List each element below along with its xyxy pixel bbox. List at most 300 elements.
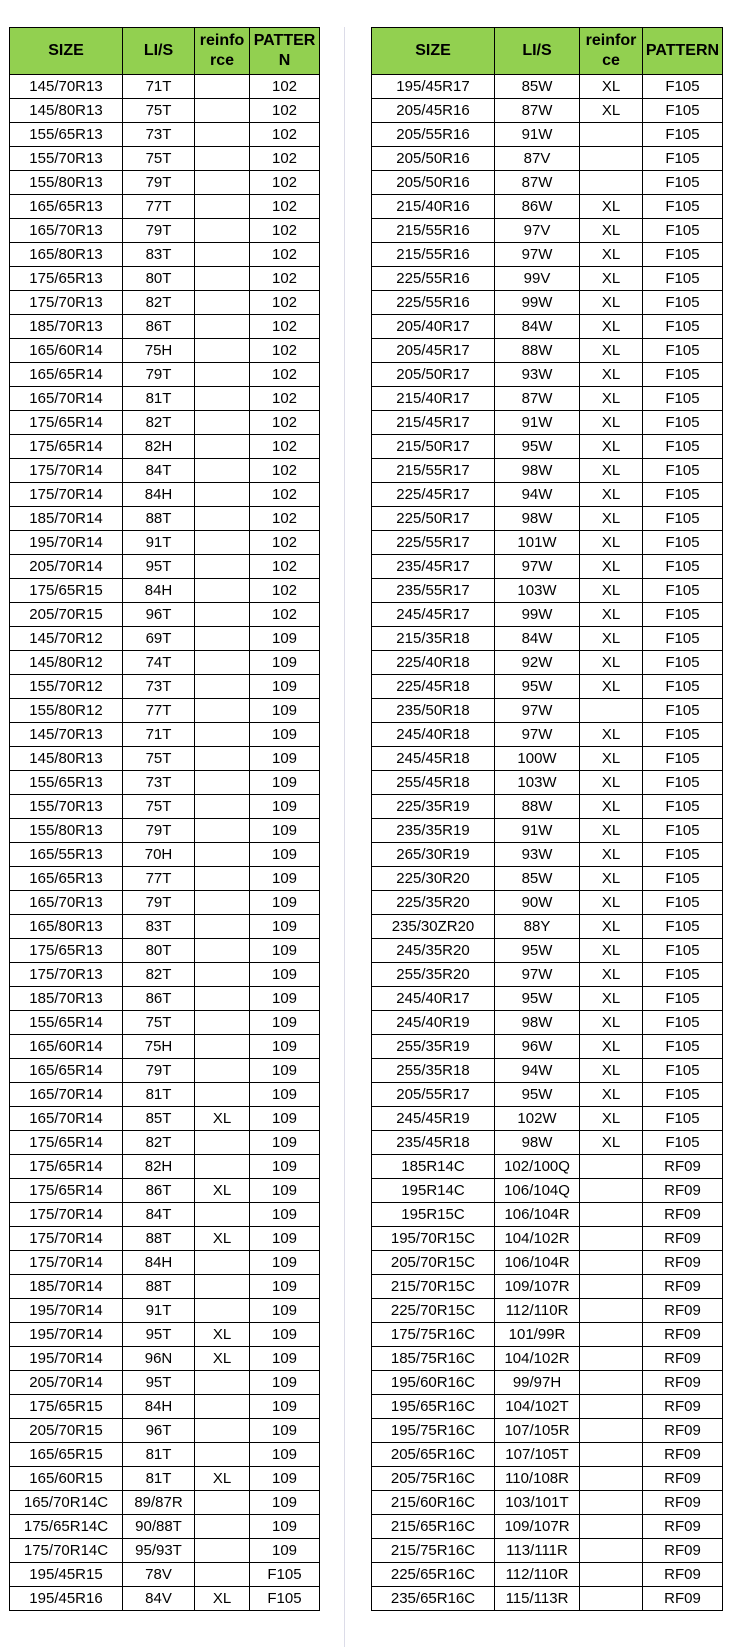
table-row xyxy=(372,1539,723,1563)
size-cell: 235/65R16C xyxy=(372,1587,495,1611)
pattern-cell: 109 xyxy=(250,1107,320,1131)
reinforce-cell: XL xyxy=(580,891,643,915)
size-cell: 165/60R14 xyxy=(10,1035,123,1059)
size-cell: 165/70R13 xyxy=(10,891,123,915)
load-speed-cell: 75T xyxy=(123,147,195,171)
load-speed-cell: 87V xyxy=(495,147,580,171)
reinforce-cell: XL xyxy=(580,435,643,459)
size-cell: 245/45R19 xyxy=(372,1107,495,1131)
load-speed-cell: 82T xyxy=(123,411,195,435)
table-row xyxy=(10,1443,320,1467)
reinforce-cell xyxy=(195,915,250,939)
reinforce-cell xyxy=(195,627,250,651)
table-row xyxy=(10,1323,320,1347)
pattern-cell: 102 xyxy=(250,123,320,147)
table-row xyxy=(10,1107,320,1131)
pattern-cell: F105 xyxy=(643,1011,723,1035)
reinforce-cell: XL xyxy=(580,219,643,243)
size-cell: 155/70R13 xyxy=(10,147,123,171)
load-speed-cell: 107/105T xyxy=(495,1443,580,1467)
size-cell: 165/65R14 xyxy=(10,1059,123,1083)
reinforce-cell xyxy=(195,891,250,915)
load-speed-cell: 75T xyxy=(123,99,195,123)
size-cell: 175/70R14 xyxy=(10,483,123,507)
size-cell: 165/55R13 xyxy=(10,843,123,867)
size-cell: 205/50R17 xyxy=(372,363,495,387)
load-speed-cell: 88T xyxy=(123,1275,195,1299)
pattern-cell: 102 xyxy=(250,531,320,555)
reinforce-cell xyxy=(195,291,250,315)
pattern-cell: 109 xyxy=(250,1179,320,1203)
pattern-cell: F105 xyxy=(643,771,723,795)
reinforce-cell xyxy=(195,507,250,531)
size-cell: 215/40R17 xyxy=(372,387,495,411)
table-row xyxy=(372,699,723,723)
header-pattern: PATTER N xyxy=(250,28,320,75)
table-row xyxy=(10,1515,320,1539)
pattern-cell: 109 xyxy=(250,1227,320,1251)
size-cell: 165/60R14 xyxy=(10,339,123,363)
reinforce-cell xyxy=(195,435,250,459)
reinforce-cell: XL xyxy=(195,1323,250,1347)
load-speed-cell: 79T xyxy=(123,819,195,843)
load-speed-cell: 103/101T xyxy=(495,1491,580,1515)
size-cell: 195/70R14 xyxy=(10,1347,123,1371)
table-row xyxy=(372,99,723,123)
pattern-cell: 102 xyxy=(250,339,320,363)
pattern-cell: 109 xyxy=(250,843,320,867)
load-speed-cell: 74T xyxy=(123,651,195,675)
load-speed-cell: 83T xyxy=(123,915,195,939)
load-speed-cell: 69T xyxy=(123,627,195,651)
table-row xyxy=(372,1203,723,1227)
table-row xyxy=(10,483,320,507)
reinforce-cell xyxy=(195,75,250,99)
table-row xyxy=(10,1299,320,1323)
pattern-cell: F105 xyxy=(643,795,723,819)
load-speed-cell: 73T xyxy=(123,123,195,147)
reinforce-cell xyxy=(195,963,250,987)
reinforce-cell: XL xyxy=(580,915,643,939)
pattern-cell: F105 xyxy=(643,483,723,507)
load-speed-cell: 98W xyxy=(495,507,580,531)
left-table-header xyxy=(10,28,320,75)
load-speed-cell: 86T xyxy=(123,315,195,339)
size-cell: 145/80R13 xyxy=(10,99,123,123)
size-cell: 175/65R14 xyxy=(10,1131,123,1155)
table-row xyxy=(10,1347,320,1371)
size-cell: 195R15C xyxy=(372,1203,495,1227)
pattern-cell: F105 xyxy=(643,843,723,867)
reinforce-cell xyxy=(580,1491,643,1515)
size-cell: 265/30R19 xyxy=(372,843,495,867)
reinforce-cell xyxy=(195,795,250,819)
size-cell: 145/70R13 xyxy=(10,75,123,99)
reinforce-cell xyxy=(195,363,250,387)
table-row xyxy=(372,387,723,411)
size-cell: 175/65R14 xyxy=(10,1155,123,1179)
load-speed-cell: 104/102R xyxy=(495,1227,580,1251)
reinforce-cell: XL xyxy=(580,75,643,99)
load-speed-cell: 71T xyxy=(123,75,195,99)
pattern-cell: RF09 xyxy=(643,1419,723,1443)
reinforce-cell: XL xyxy=(580,987,643,1011)
reinforce-cell xyxy=(195,219,250,243)
load-speed-cell: 75H xyxy=(123,1035,195,1059)
load-speed-cell: 106/104R xyxy=(495,1203,580,1227)
size-cell: 155/65R13 xyxy=(10,123,123,147)
pattern-cell: RF09 xyxy=(643,1347,723,1371)
reinforce-cell: XL xyxy=(580,1059,643,1083)
pattern-cell: 109 xyxy=(250,1155,320,1179)
pattern-cell: RF09 xyxy=(643,1467,723,1491)
size-cell: 195/70R15C xyxy=(372,1227,495,1251)
load-speed-cell: 89/87R xyxy=(123,1491,195,1515)
size-cell: 165/70R14C xyxy=(10,1491,123,1515)
table-row xyxy=(372,291,723,315)
table-row xyxy=(372,459,723,483)
load-speed-cell: 102W xyxy=(495,1107,580,1131)
table-row xyxy=(372,747,723,771)
table-row xyxy=(372,531,723,555)
reinforce-cell: XL xyxy=(580,771,643,795)
size-cell: 215/60R16C xyxy=(372,1491,495,1515)
load-speed-cell: 82T xyxy=(123,1131,195,1155)
size-cell: 235/35R19 xyxy=(372,819,495,843)
reinforce-cell xyxy=(195,267,250,291)
size-cell: 175/65R14 xyxy=(10,435,123,459)
size-cell: 205/75R16C xyxy=(372,1467,495,1491)
size-cell: 165/70R14 xyxy=(10,387,123,411)
pattern-cell: F105 xyxy=(643,267,723,291)
pattern-cell: RF09 xyxy=(643,1515,723,1539)
size-cell: 235/30ZR20 xyxy=(372,915,495,939)
pattern-cell: RF09 xyxy=(643,1587,723,1611)
size-cell: 175/70R13 xyxy=(10,291,123,315)
size-cell: 165/80R13 xyxy=(10,915,123,939)
reinforce-cell xyxy=(195,339,250,363)
table-row xyxy=(372,1515,723,1539)
table-row xyxy=(10,1131,320,1155)
load-speed-cell: 91W xyxy=(495,123,580,147)
load-speed-cell: 99W xyxy=(495,291,580,315)
table-row xyxy=(372,1155,723,1179)
table-row xyxy=(372,987,723,1011)
table-row xyxy=(372,1179,723,1203)
size-cell: 215/65R16C xyxy=(372,1515,495,1539)
table-row xyxy=(10,99,320,123)
load-speed-cell: 109/107R xyxy=(495,1515,580,1539)
table-row xyxy=(10,579,320,603)
table-row xyxy=(372,1227,723,1251)
pattern-cell: 109 xyxy=(250,915,320,939)
pattern-cell: 109 xyxy=(250,1467,320,1491)
reinforce-cell xyxy=(195,1539,250,1563)
size-cell: 245/40R17 xyxy=(372,987,495,1011)
size-cell: 225/45R18 xyxy=(372,675,495,699)
right-tyre-table xyxy=(371,27,723,1611)
table-row xyxy=(10,1251,320,1275)
load-speed-cell: 88W xyxy=(495,795,580,819)
reinforce-cell xyxy=(195,771,250,795)
reinforce-cell xyxy=(195,1515,250,1539)
size-cell: 195/70R14 xyxy=(10,531,123,555)
pattern-cell: RF09 xyxy=(643,1275,723,1299)
load-speed-cell: 110/108R xyxy=(495,1467,580,1491)
load-speed-cell: 97V xyxy=(495,219,580,243)
pattern-cell: 102 xyxy=(250,75,320,99)
size-cell: 175/70R14 xyxy=(10,1251,123,1275)
load-speed-cell: 94W xyxy=(495,1059,580,1083)
table-row xyxy=(372,1299,723,1323)
pattern-cell: F105 xyxy=(643,675,723,699)
load-speed-cell: 91W xyxy=(495,411,580,435)
reinforce-cell xyxy=(195,99,250,123)
size-cell: 205/70R15 xyxy=(10,1419,123,1443)
pattern-cell: RF09 xyxy=(643,1299,723,1323)
pattern-cell: 109 xyxy=(250,1251,320,1275)
size-cell: 165/80R13 xyxy=(10,243,123,267)
pattern-cell: 102 xyxy=(250,147,320,171)
pattern-cell: 102 xyxy=(250,411,320,435)
table-row xyxy=(372,195,723,219)
load-speed-cell: 96N xyxy=(123,1347,195,1371)
load-speed-cell: 88W xyxy=(495,339,580,363)
reinforce-cell xyxy=(580,1587,643,1611)
size-cell: 225/65R16C xyxy=(372,1563,495,1587)
table-row xyxy=(372,483,723,507)
reinforce-cell xyxy=(580,1515,643,1539)
pattern-cell: 102 xyxy=(250,291,320,315)
table-row xyxy=(372,507,723,531)
table-row xyxy=(372,819,723,843)
table-row xyxy=(372,843,723,867)
reinforce-cell xyxy=(580,1371,643,1395)
size-cell: 235/55R17 xyxy=(372,579,495,603)
reinforce-cell: XL xyxy=(580,315,643,339)
table-row xyxy=(372,243,723,267)
table-row xyxy=(372,219,723,243)
load-speed-cell: 75T xyxy=(123,747,195,771)
table-row xyxy=(372,723,723,747)
reinforce-cell xyxy=(195,987,250,1011)
load-speed-cell: 98W xyxy=(495,1011,580,1035)
pattern-cell: RF09 xyxy=(643,1323,723,1347)
table-row xyxy=(10,627,320,651)
load-speed-cell: 95/93T xyxy=(123,1539,195,1563)
size-cell: 215/35R18 xyxy=(372,627,495,651)
size-cell: 175/65R14 xyxy=(10,411,123,435)
load-speed-cell: 82H xyxy=(123,1155,195,1179)
table-row xyxy=(372,963,723,987)
pattern-cell: 109 xyxy=(250,747,320,771)
table-row xyxy=(10,723,320,747)
reinforce-cell: XL xyxy=(580,555,643,579)
size-cell: 255/45R18 xyxy=(372,771,495,795)
table-row xyxy=(372,1395,723,1419)
size-cell: 215/55R17 xyxy=(372,459,495,483)
reinforce-cell xyxy=(580,1299,643,1323)
load-speed-cell: 70H xyxy=(123,843,195,867)
load-speed-cell: 84V xyxy=(123,1587,195,1611)
reinforce-cell xyxy=(195,1035,250,1059)
pattern-cell: F105 xyxy=(643,123,723,147)
size-cell: 155/80R13 xyxy=(10,171,123,195)
reinforce-cell xyxy=(195,411,250,435)
load-speed-cell: 97W xyxy=(495,699,580,723)
size-cell: 155/65R13 xyxy=(10,771,123,795)
pattern-cell: 102 xyxy=(250,555,320,579)
size-cell: 185/70R13 xyxy=(10,315,123,339)
load-speed-cell: 90W xyxy=(495,891,580,915)
reinforce-cell xyxy=(580,1467,643,1491)
reinforce-cell xyxy=(195,579,250,603)
pattern-cell: 109 xyxy=(250,1083,320,1107)
table-row xyxy=(372,123,723,147)
size-cell: 245/40R19 xyxy=(372,1011,495,1035)
size-cell: 215/55R16 xyxy=(372,243,495,267)
load-speed-cell: 82T xyxy=(123,291,195,315)
load-speed-cell: 87W xyxy=(495,99,580,123)
size-cell: 205/70R15C xyxy=(372,1251,495,1275)
load-speed-cell: 79T xyxy=(123,1059,195,1083)
load-speed-cell: 104/102R xyxy=(495,1347,580,1371)
reinforce-cell xyxy=(195,867,250,891)
table-row xyxy=(372,1083,723,1107)
reinforce-cell xyxy=(580,1347,643,1371)
reinforce-cell: XL xyxy=(580,675,643,699)
table-row xyxy=(10,1083,320,1107)
pattern-cell: F105 xyxy=(643,891,723,915)
table-row xyxy=(10,507,320,531)
load-speed-cell: 99W xyxy=(495,603,580,627)
pattern-cell: 109 xyxy=(250,1539,320,1563)
load-speed-cell: 84H xyxy=(123,483,195,507)
table-row xyxy=(372,1491,723,1515)
load-speed-cell: 91T xyxy=(123,531,195,555)
pattern-cell: RF09 xyxy=(643,1539,723,1563)
reinforce-cell: XL xyxy=(580,843,643,867)
pattern-cell: F105 xyxy=(643,699,723,723)
load-speed-cell: 84T xyxy=(123,1203,195,1227)
table-row xyxy=(10,747,320,771)
load-speed-cell: 79T xyxy=(123,171,195,195)
load-speed-cell: 103W xyxy=(495,579,580,603)
table-row xyxy=(372,147,723,171)
load-speed-cell: 86W xyxy=(495,195,580,219)
table-row xyxy=(10,1035,320,1059)
reinforce-cell xyxy=(580,1419,643,1443)
size-cell: 245/45R18 xyxy=(372,747,495,771)
reinforce-cell xyxy=(580,123,643,147)
pattern-cell: F105 xyxy=(643,147,723,171)
load-speed-cell: 112/110R xyxy=(495,1299,580,1323)
pattern-cell: F105 xyxy=(643,99,723,123)
reinforce-cell xyxy=(195,603,250,627)
reinforce-cell: XL xyxy=(580,1131,643,1155)
pattern-cell: RF09 xyxy=(643,1491,723,1515)
load-speed-cell: 90/88T xyxy=(123,1515,195,1539)
pattern-cell: RF09 xyxy=(643,1395,723,1419)
load-speed-cell: 112/110R xyxy=(495,1563,580,1587)
table-row xyxy=(372,939,723,963)
table-row xyxy=(10,651,320,675)
load-speed-cell: 102/100Q xyxy=(495,1155,580,1179)
size-cell: 245/45R17 xyxy=(372,603,495,627)
load-speed-cell: 98W xyxy=(495,1131,580,1155)
table-row xyxy=(372,1059,723,1083)
pattern-cell: 109 xyxy=(250,1323,320,1347)
reinforce-cell xyxy=(580,1395,643,1419)
size-cell: 155/70R13 xyxy=(10,795,123,819)
table-row xyxy=(372,339,723,363)
size-cell: 195/70R14 xyxy=(10,1299,123,1323)
reinforce-cell xyxy=(195,819,250,843)
table-row xyxy=(372,627,723,651)
size-cell: 225/55R16 xyxy=(372,267,495,291)
reinforce-cell xyxy=(195,387,250,411)
table-row xyxy=(372,1275,723,1299)
pattern-cell: 109 xyxy=(250,627,320,651)
size-cell: 205/70R14 xyxy=(10,1371,123,1395)
reinforce-cell xyxy=(195,483,250,507)
size-cell: 165/60R15 xyxy=(10,1467,123,1491)
size-cell: 255/35R19 xyxy=(372,1035,495,1059)
reinforce-cell xyxy=(195,1083,250,1107)
reinforce-cell: XL xyxy=(580,339,643,363)
reinforce-cell: XL xyxy=(195,1179,250,1203)
right-table-header xyxy=(372,28,723,75)
load-speed-cell: 85T xyxy=(123,1107,195,1131)
table-row xyxy=(10,1491,320,1515)
reinforce-cell xyxy=(195,1371,250,1395)
size-cell: 175/70R14 xyxy=(10,1227,123,1251)
pattern-cell: F105 xyxy=(643,291,723,315)
load-speed-cell: 84W xyxy=(495,315,580,339)
size-cell: 215/55R16 xyxy=(372,219,495,243)
table-row xyxy=(372,1467,723,1491)
load-speed-cell: 96T xyxy=(123,603,195,627)
size-cell: 225/45R17 xyxy=(372,483,495,507)
pattern-cell: 109 xyxy=(250,963,320,987)
table-row xyxy=(372,891,723,915)
size-cell: 215/50R17 xyxy=(372,435,495,459)
table-row xyxy=(10,1467,320,1491)
size-cell: 205/45R16 xyxy=(372,99,495,123)
table-row xyxy=(372,435,723,459)
size-cell: 195/75R16C xyxy=(372,1419,495,1443)
header-reinforce: reinfo rce xyxy=(195,28,250,75)
load-speed-cell: 92W xyxy=(495,651,580,675)
pattern-cell: 102 xyxy=(250,483,320,507)
reinforce-cell xyxy=(580,1155,643,1179)
load-speed-cell: 91T xyxy=(123,1299,195,1323)
reinforce-cell xyxy=(195,1419,250,1443)
pattern-cell: F105 xyxy=(643,75,723,99)
table-row xyxy=(372,1371,723,1395)
size-cell: 195/70R14 xyxy=(10,1323,123,1347)
size-cell: 175/65R14 xyxy=(10,1179,123,1203)
size-cell: 175/65R13 xyxy=(10,939,123,963)
size-cell: 165/65R13 xyxy=(10,195,123,219)
pattern-cell: F105 xyxy=(643,1035,723,1059)
reinforce-cell: XL xyxy=(580,1083,643,1107)
reinforce-cell: XL xyxy=(195,1107,250,1131)
reinforce-cell xyxy=(195,1155,250,1179)
pattern-cell: F105 xyxy=(643,411,723,435)
size-cell: 195/45R15 xyxy=(10,1563,123,1587)
reinforce-cell xyxy=(195,1059,250,1083)
